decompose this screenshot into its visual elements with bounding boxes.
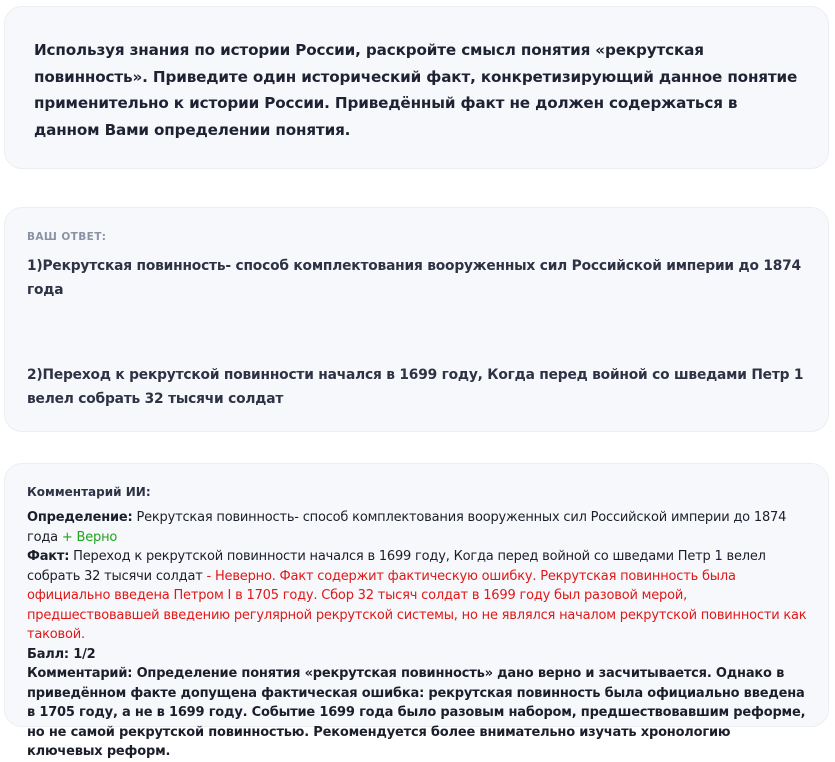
ai-summary-comment: Комментарий: Определение понятия «рекрутская повинность» дано верно и засчитывается. Однако в приведённом факте допущена фактическая ошибка: рекрутская повинность была официально введена в 1705 году, а не в 1699 году. Событие 1699 года было разовым набором, предшествовавшим реформе, но не самой рекрутской повинностью. Рекомендуется более внимательно изучать хронологию ключевых реформ. (27, 666, 806, 759)
definition-text: Рекрутская повинность- способ комплектования вооруженных сил Российской империи до 1874 года (27, 510, 787, 545)
answer-line-2: 2)Переход к рекрутской повинности начался в 1699 году, Когда перед войной со шведами Петр 1 велел собрать 32 тысячи солдат (27, 367, 804, 407)
definition-verdict: + Верно (61, 529, 118, 545)
ai-comment-body (27, 508, 810, 762)
question-text: Используя знания по истории России, раскройте смысл понятия «рекрутская повинность». Приведите один исторический факт, конкретизирующий данное понятие применительно к истории России. Приведённый факт не должен содержаться в данном Вами определении понятия. (34, 41, 798, 139)
score: Балл: 1/2 (27, 646, 96, 662)
ai-comment-card (4, 463, 829, 759)
fact-row (27, 547, 810, 645)
answer-line-1: 1)Рекрутская повинность- способ комплектования вооруженных сил Российской империи до 1874 года (27, 258, 801, 298)
fact-verdict: - Неверно. Факт содержит фактическую ошибку. Рекрутская повинность была официально введена Петром I в 1705 году. Сбор 32 тысяч солдат в 1699 году был разовой мерой, предшествовавшей введению регулярной рекрутской системы, но не являлся началом рекрутской повинности как таковой. (27, 568, 807, 642)
fact-text: Переход к рекрутской повинности начался в 1699 году, Когда перед войной со шведами Петр 1 велел собрать 32 тысячи солдат (27, 549, 766, 584)
answer-label: ВАШ ОТВЕТ: (27, 231, 107, 243)
answer-card (4, 207, 829, 432)
definition-row (27, 508, 810, 547)
fact-label: Факт: (27, 549, 70, 564)
ai-comment-title: Комментарий ИИ: (27, 485, 151, 499)
question-card (4, 6, 829, 169)
definition-label: Определение: (27, 510, 133, 525)
